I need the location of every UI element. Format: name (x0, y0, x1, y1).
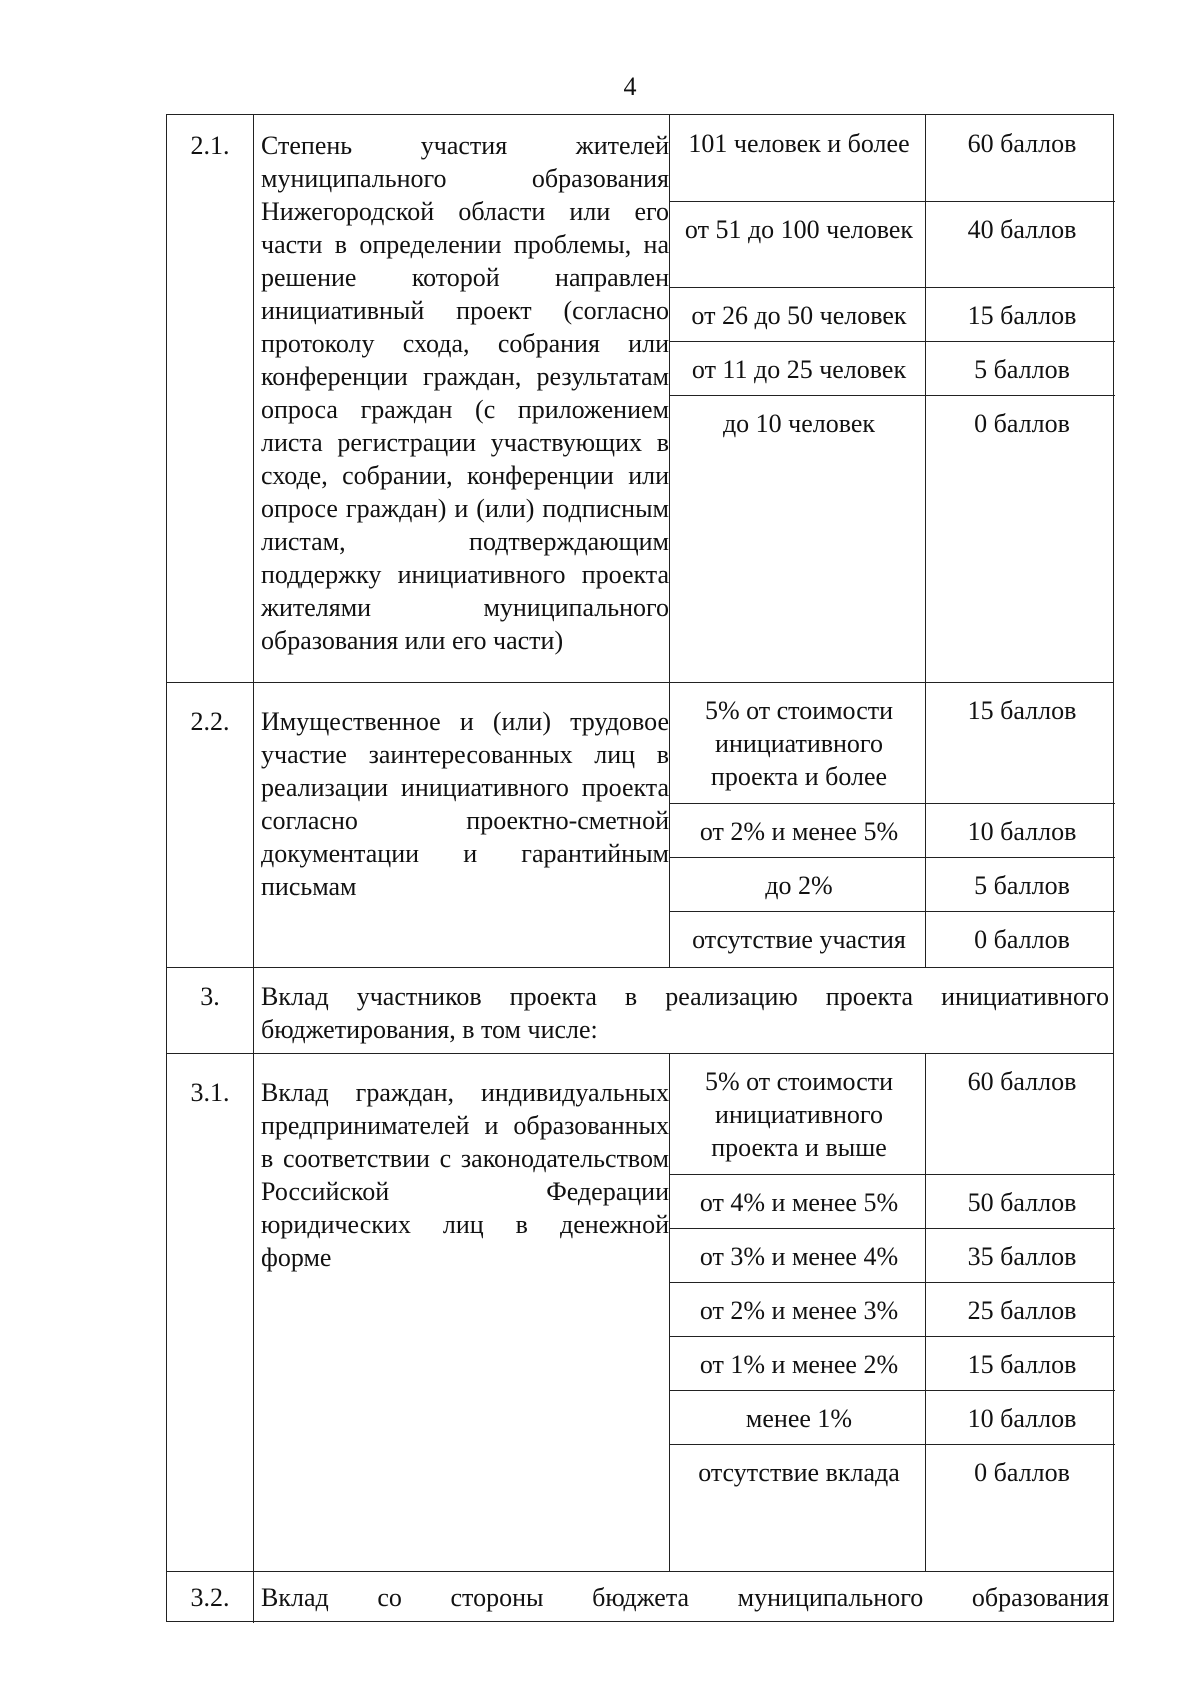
row-number: 3.1. (190, 1078, 230, 1107)
score-cell: 0 баллов (974, 409, 1070, 438)
condition-cell: от 2% и менее 3% (699, 1296, 899, 1325)
row-number: 2.1. (190, 131, 230, 160)
score-cell: 5 баллов (974, 355, 1070, 384)
score-cell: 40 баллов (967, 215, 1077, 244)
condition-cell: до 10 человек (722, 409, 876, 438)
score-cell: 15 баллов (967, 301, 1077, 330)
score-cell: 60 баллов (967, 129, 1077, 158)
condition-cell: от 51 до 100 человек (684, 215, 914, 244)
condition-cell: от 11 до 25 человек (691, 355, 907, 384)
criteria-table (166, 114, 1114, 1622)
table-row (167, 682, 1113, 968)
condition-cell: отсутствие вклада (698, 1458, 900, 1487)
score-cell: 10 баллов (967, 1404, 1077, 1433)
table-row (167, 115, 1113, 682)
page-number: 4 (623, 72, 637, 101)
condition-cell: 101 человек и более (688, 129, 910, 158)
condition-cell: 5% от стоимости инициативного проекта и выше (704, 1067, 894, 1162)
score-cell: 10 баллов (967, 817, 1077, 846)
score-cell: 15 баллов (967, 1350, 1077, 1379)
condition-cell: отсутствие участия (692, 925, 906, 954)
row-number: 3.2. (190, 1583, 230, 1612)
score-cell: 50 баллов (967, 1188, 1077, 1217)
table-row (167, 967, 1113, 1054)
criterion-text: Степень участия жителей муниципального образования Нижегородской области или его части в определении проблемы, на решение которой направлен инициативный проект (согласно протоколу схода, собрания или конференции граждан, результатам опроса граждан (с приложением листа регистрации участвующих в сходе, собрании, конференции или опросе граждан) и (или) подписным листам, подтверждающим поддержку инициативного проекта жителями муниципального образования или его части) (261, 131, 669, 655)
condition-cell: от 3% и менее 4% (699, 1242, 899, 1271)
criterion-text: Имущественное и (или) трудовое участие заинтересованных лиц в реализации инициативного проекта согласно проектно-сметной документации и гарантийным письмам (261, 707, 669, 901)
score-cell: 15 баллов (967, 696, 1077, 725)
condition-cell: от 2% и менее 5% (699, 817, 899, 846)
score-cell: 60 баллов (967, 1067, 1077, 1096)
score-cell: 5 баллов (974, 871, 1070, 900)
score-cell: 35 баллов (967, 1242, 1077, 1271)
condition-cell: менее 1% (745, 1404, 853, 1433)
table-row (167, 1053, 1113, 1572)
condition-cell: до 2% (765, 871, 833, 900)
criterion-text: Вклад участников проекта в реализацию проекта инициативного бюджетирования, в том числе: (261, 982, 1109, 1044)
score-cell: 0 баллов (974, 1458, 1070, 1487)
criterion-text: Вклад граждан, индивидуальных предпринимателей и образованных в соответствии с законодательством Российской Федерации юридических лиц в денежной форме (261, 1078, 669, 1272)
row-number: 3. (200, 982, 220, 1011)
condition-cell: от 4% и менее 5% (699, 1188, 899, 1217)
condition-cell: от 26 до 50 человек (691, 301, 907, 330)
condition-cell: от 1% и менее 2% (699, 1350, 899, 1379)
table-row (167, 1571, 1113, 1624)
score-cell: 25 баллов (967, 1296, 1077, 1325)
row-number: 2.2. (190, 707, 230, 736)
criterion-text: Вклад со стороны бюджета муниципального образования (261, 1583, 1109, 1612)
condition-cell: 5% от стоимости инициативного проекта и более (704, 696, 894, 791)
score-cell: 0 баллов (974, 925, 1070, 954)
